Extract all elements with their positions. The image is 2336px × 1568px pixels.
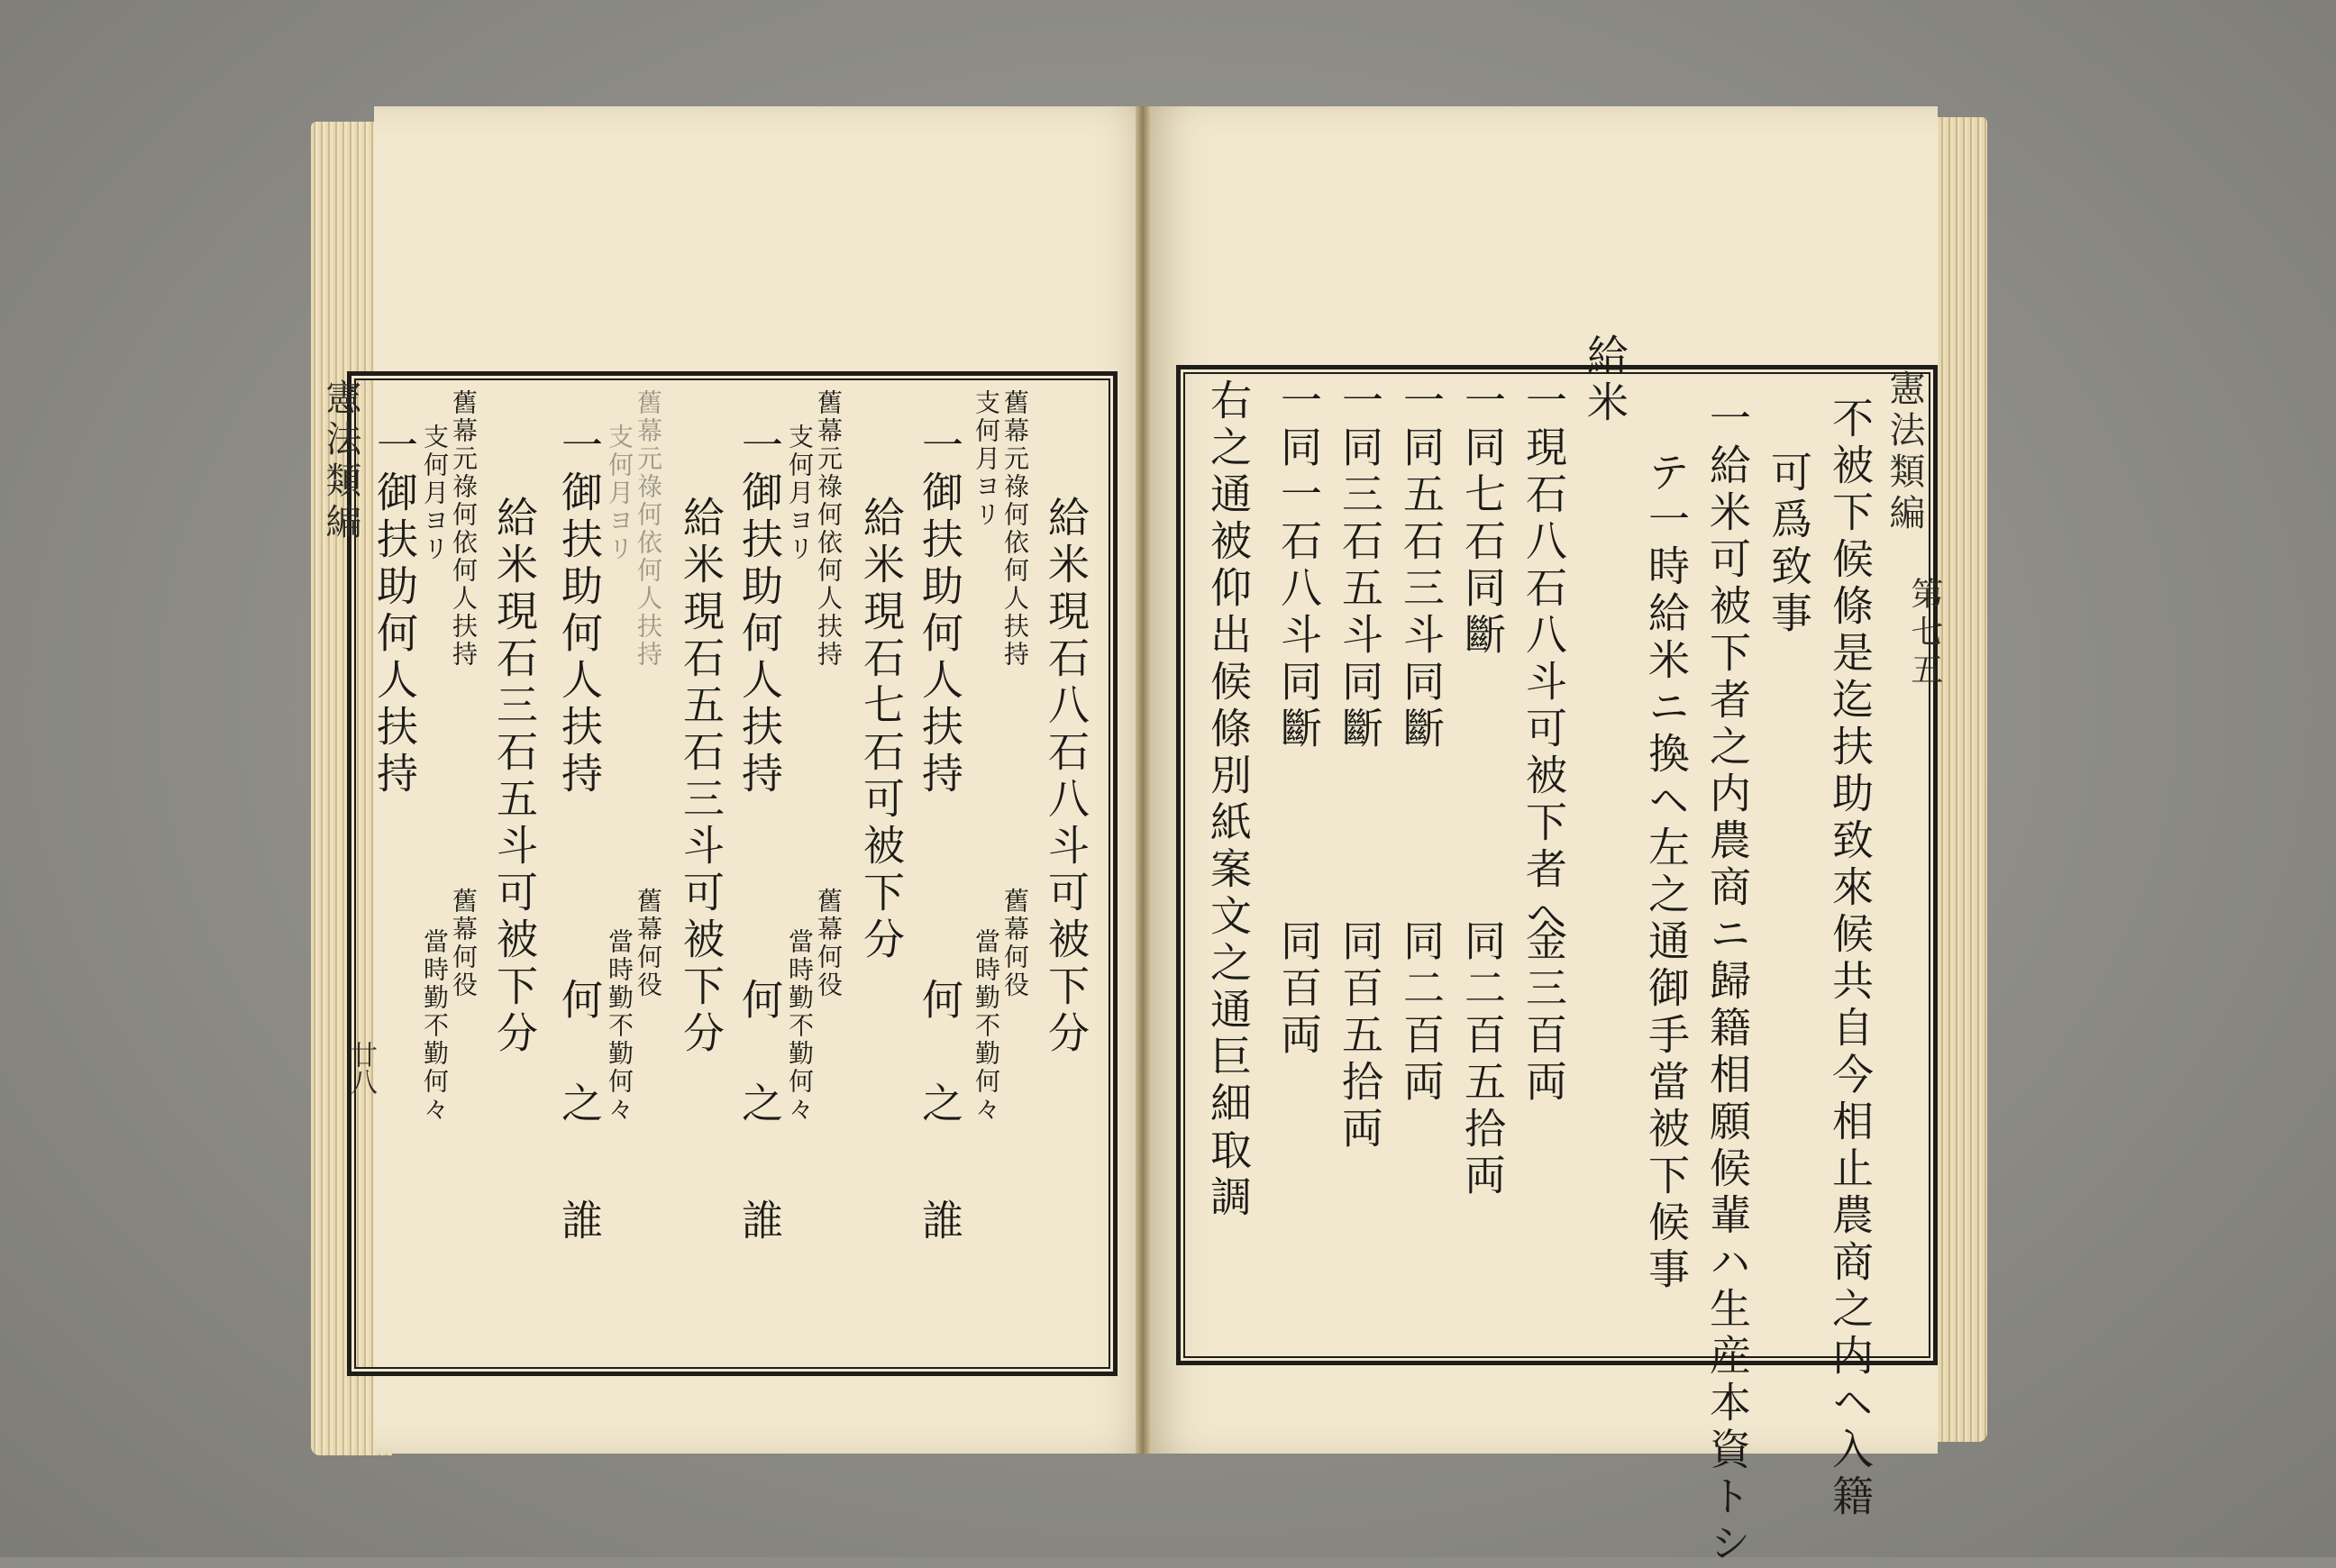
right-col-6: 一現石八石八斗可被下者へ [1519,378,1568,941]
right-col-14: 一同一石八斗同斷 [1274,378,1323,753]
block1-end1: 何 [916,978,964,1025]
right-col-10: 一同五石三斗同斷 [1397,378,1446,753]
right-col-2: 可爲致事 [1765,451,1813,638]
block1-line2: 一御扶助何人扶持 [916,424,964,798]
block3-line2: 一御扶助何人扶持 [555,424,604,798]
block3-footnote2: 當時勤不勤何々 [605,928,634,1124]
right-col-12: 一同三石五斗同斷 [1336,378,1384,753]
block2-footnote2: 當時勤不勤何々 [785,928,815,1124]
block1-footnote2: 當時勤不勤何々 [972,928,1001,1124]
block3-end2: 之 [555,1081,604,1128]
right-col-8: 一同七石同斷 [1458,378,1507,660]
block1-end3: 誰 [916,1199,964,1245]
block1-notation: 舊幕元祿何依何人扶持 [1000,389,1030,669]
block1-title: 給米現石八石八斗可被下分 [1042,496,1090,1058]
right-col-13: 同百五拾両 [1336,919,1384,1153]
right-col-5: 給米 [1581,333,1629,427]
right-col-7: 金三百両 [1519,919,1568,1107]
block2-notation: 舊幕元祿何依何人扶持 [814,389,844,669]
right-col-3: 一給米可被下者之内農商ニ歸籍相願候輩ハ生産本資トシ [1703,397,1752,1568]
right-page-volume: 第七五 [1906,577,1943,690]
left-page-number: 廿八 [345,1041,377,1095]
block2-line2: 一御扶助何人扶持 [735,424,784,798]
block3-notation: 舊幕元祿何依何人扶持 [634,389,663,669]
right-page-header: 憲法類編 [1884,369,1925,535]
block4-footnote: 舊幕何役 [449,888,479,999]
block4-title: 給米現石三石五斗可被下分 [490,496,539,1058]
right-col-1: 不被下候條是迄扶助致來候共自今相止農商之内ヘ入籍 [1826,397,1875,1521]
block2-end2: 之 [735,1081,784,1128]
right-col-16: 右之通被仰出候條別紙案文之通巨細取調 [1204,378,1253,1222]
block2-end1: 何 [735,978,784,1025]
block3-footnote: 舊幕何役 [634,888,663,999]
block4-notation2: 支何月ヨリ [420,424,450,563]
block2-notation2: 支何月ヨリ [785,424,815,563]
block4-line2: 一御扶助何人扶持 [370,424,419,798]
block1-footnote: 舊幕何役 [1000,888,1030,999]
right-col-11: 同二百両 [1397,919,1446,1107]
block2-end3: 誰 [735,1199,784,1245]
block3-end3: 誰 [555,1199,604,1245]
block4-notation: 舊幕元祿何依何人扶持 [449,389,479,669]
block1-notation2: 支何月ヨリ [972,389,1001,529]
block3-end1: 何 [555,978,604,1025]
right-col-4: テ一時給米ニ換ヘ左之通御手當被下候事 [1642,451,1691,1294]
right-col-15: 同百両 [1274,919,1323,1060]
block4-footnote2: 當時勤不勤何々 [420,928,450,1124]
block3-notation2: 支何月ヨリ [605,424,634,563]
left-page-header: 憲法類編 [320,378,361,544]
block2-footnote: 舊幕何役 [814,888,844,999]
block2-title: 給米現石七石可被下分 [857,496,906,964]
block3-title: 給米現石五石三斗可被下分 [677,496,725,1058]
book-gutter [1136,106,1150,1454]
right-col-9: 同二百五拾両 [1458,919,1507,1200]
block1-end2: 之 [916,1081,964,1128]
